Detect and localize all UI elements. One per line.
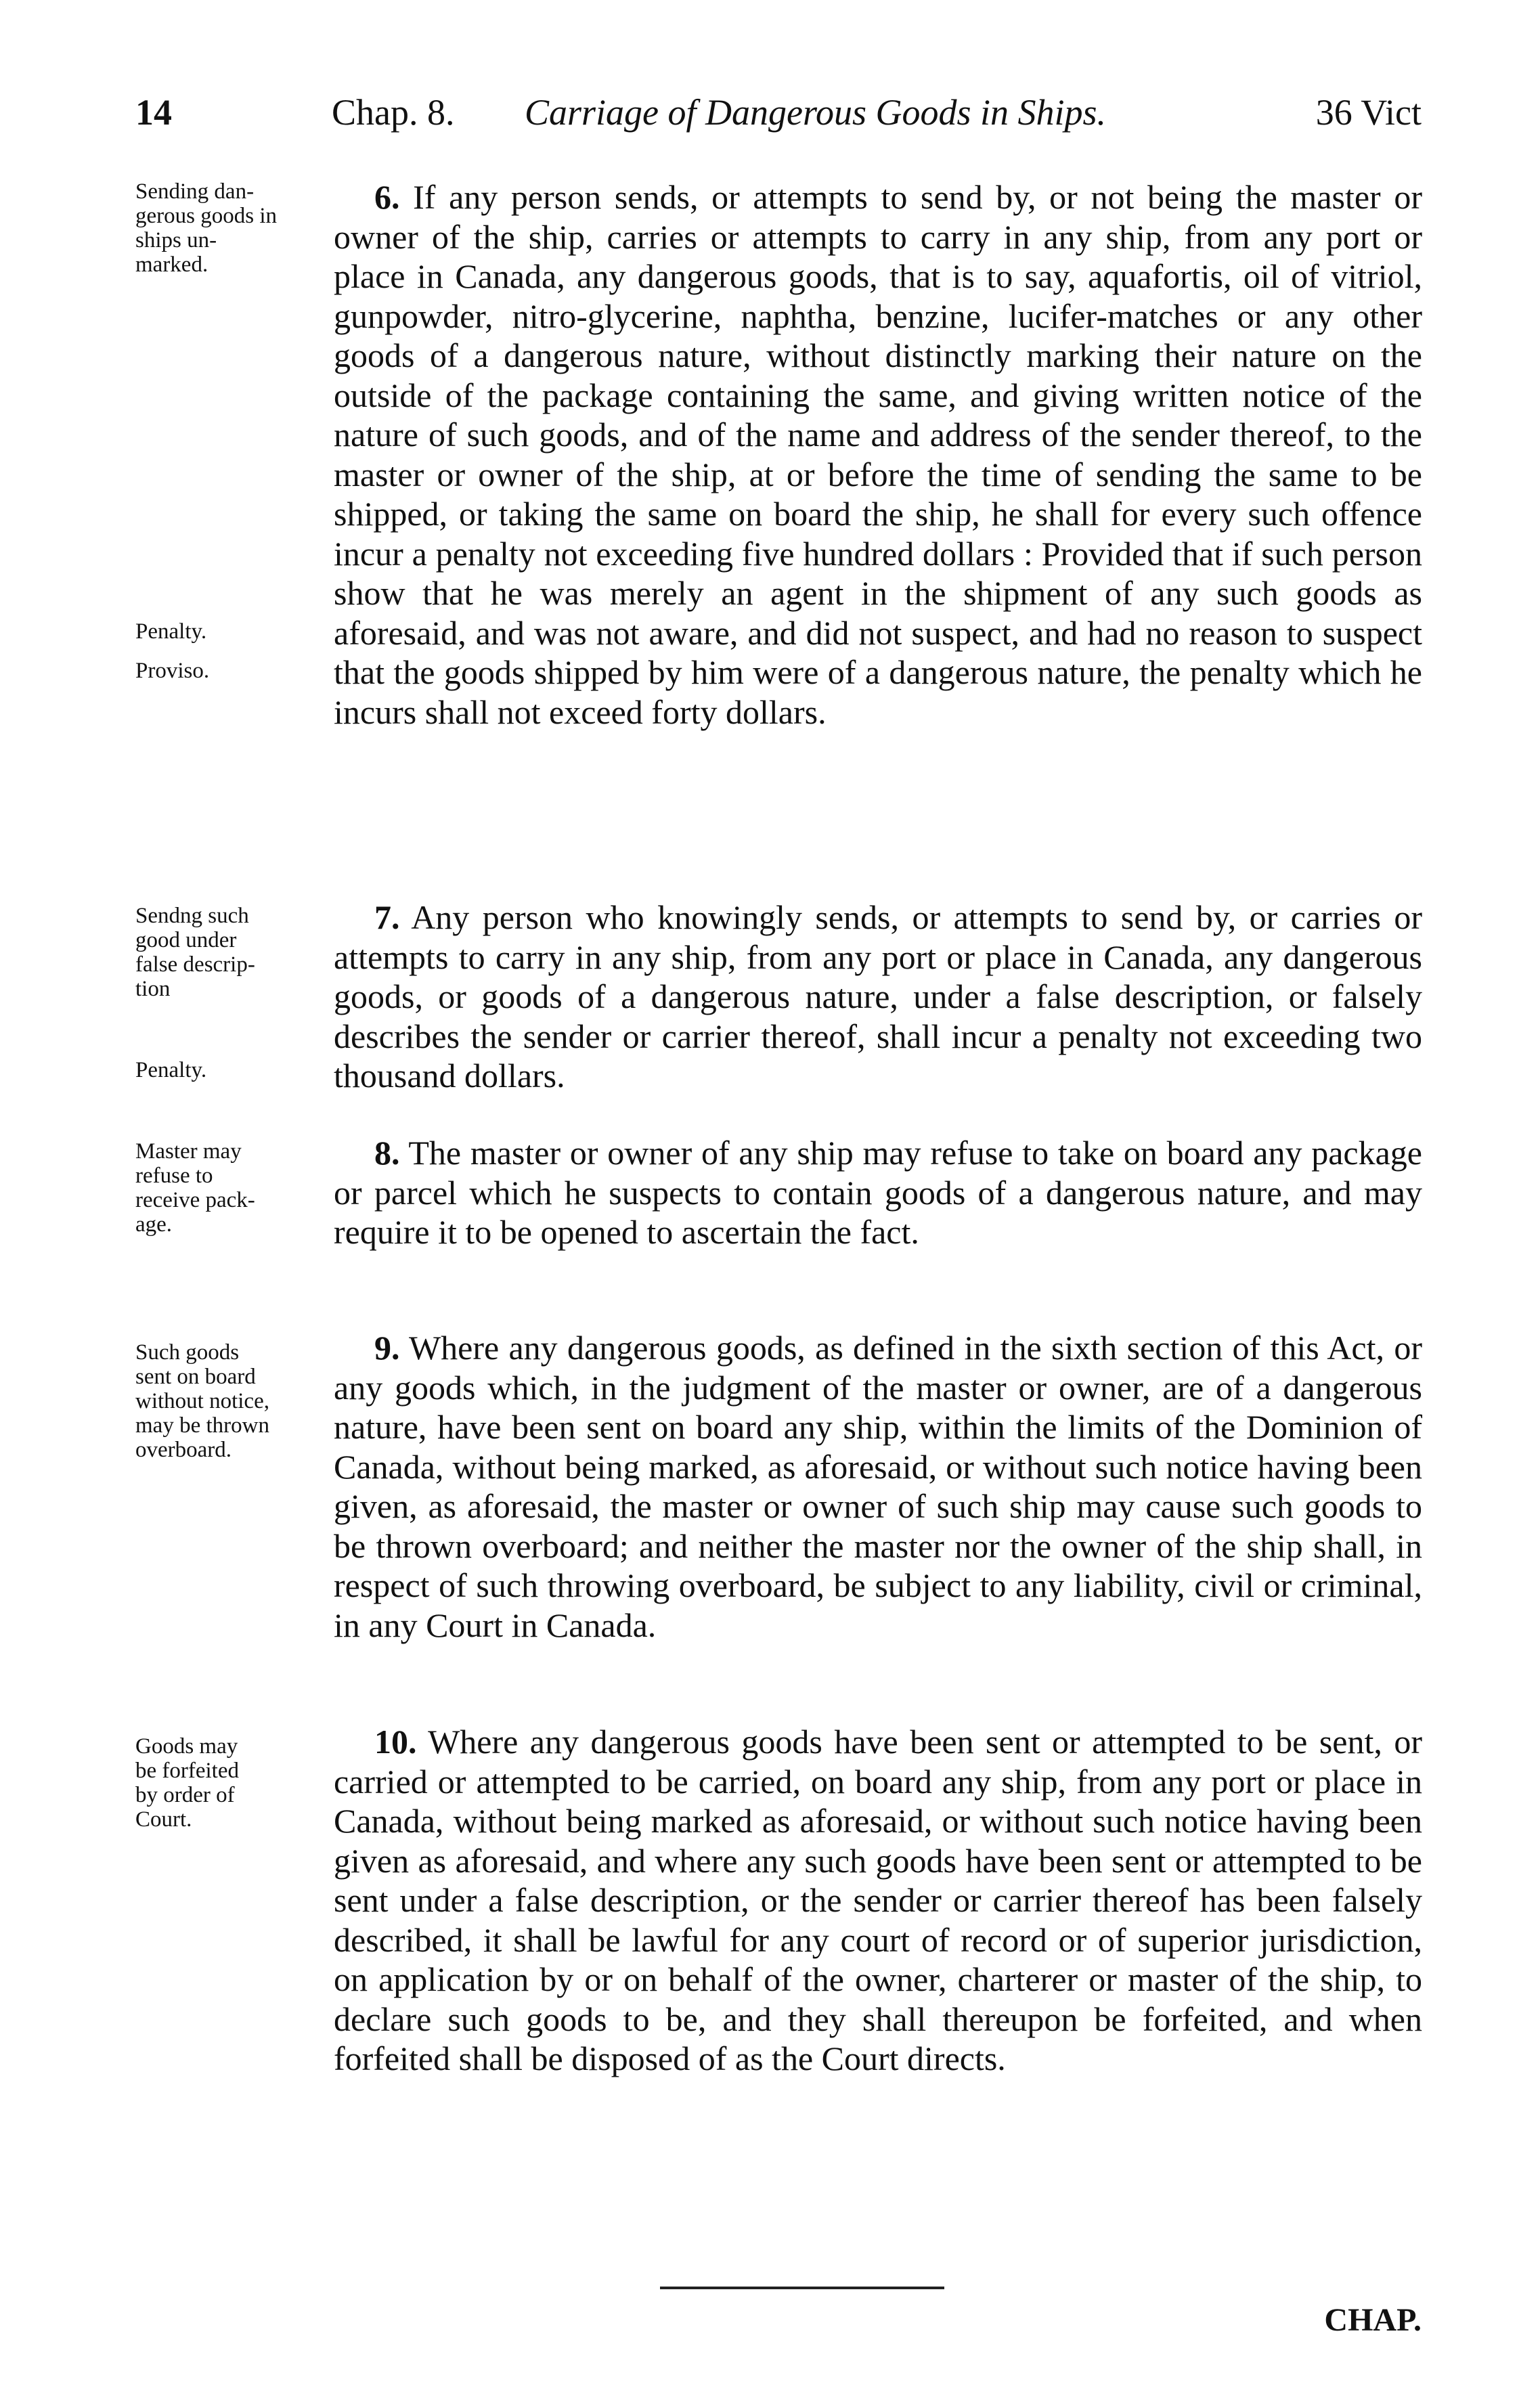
section-body: The master or owner of any ship may refuse to take on board any package or parcel which he suspects to contain goods of a dangerous nature, and may require it to be opened to ascertain the fact. xyxy=(334,1134,1422,1251)
section-text xyxy=(334,898,1422,1096)
catchword: CHAP. xyxy=(1324,2302,1422,2338)
section-number: 9. xyxy=(374,1329,400,1367)
chapter-label: Chap. 8. xyxy=(332,92,455,133)
section-number: 7. xyxy=(374,898,400,936)
margin-note: Goods may be forfeited by order of Court. xyxy=(135,1734,239,1832)
section-body: If any person sends, or attempts to send by, or not being the master or owner of the ship, carries or attempts to carry in any ship, from any port or place in Canada, any dangerous goods, that is to say, aquafortis, oil of vitriol, gunpowder, nitro-glycerine, naphtha, benzine, lucifer-matches or any other goods of a dangerous nature, without distinctly marking their nature on the outside of the package containing the same, and giving written notice of the nature of such goods, and of the name and address of the sender thereof, to the master or owner of the ship, at or before the time of sending the same to be shipped, or taking the same on board the ship, he shall for every such offence incur a penalty not exceeding five hundred dollars : Provided that if such person show that he was merely an agent in the shipment of any such goods as aforesaid, and was not aware, and did not suspect, and had no reason to suspect that the goods shipped by him were of a dangerous nature, the penalty which he incurs shall not exceed forty dollars. xyxy=(334,178,1422,731)
section-text xyxy=(334,1722,1422,2079)
running-title: Carriage of Dangerous Goods in Ships. xyxy=(525,92,1107,133)
section-number: 10. xyxy=(374,1723,417,1761)
regnal-year: 36 Vict xyxy=(1315,92,1422,133)
end-rule xyxy=(660,2287,944,2289)
margin-note: Sendng such good under false descrip- tion xyxy=(135,904,255,1001)
running-header xyxy=(135,91,1422,152)
section-number: 6. xyxy=(374,178,400,216)
section-text xyxy=(334,1133,1422,1252)
section-text xyxy=(334,1328,1422,1645)
section-body: Where any dangerous goods have been sent or attempted to be sent, or carried or attempted to be carried, on board any ship, from any port or place in Canada, without being marked as aforesaid, or without such notice having been given as aforesaid, and where any such goods have been sent or attempted to be sent under a false description, or the sender or carrier thereof has been falsely described, it shall be lawful for any court of record or of superior jurisdiction, on application by or on behalf of the owner, charterer or master of the ship, to declare such goods to be, and they shall thereupon be forfeited, and when forfeited shall be disposed of as the Court directs. xyxy=(334,1723,1422,2077)
section-number: 8. xyxy=(374,1134,400,1172)
margin-note: Penalty. xyxy=(135,619,207,644)
page-number: 14 xyxy=(135,92,172,133)
margin-note: Master may refuse to receive pack- age. xyxy=(135,1139,255,1237)
section-text xyxy=(334,177,1422,732)
margin-note: Proviso. xyxy=(135,659,210,683)
section-body: Any person who knowingly sends, or attempts to send by, or carries or attempts to carry in any ship, from any port or place in Canada, any dangerous goods, or goods of a dangerous nature, under a false description, or falsely describes the sender or carrier thereof, shall incur a penalty not exceeding two thousand dollars. xyxy=(334,898,1422,1095)
section-body: Where any dangerous goods, as defined in the sixth section of this Act, or any goods which, in the judgment of the master or owner, are of a dangerous nature, have been sent on board any ship, within the limits of the Dominion of Canada, without being marked, as aforesaid, or without such notice having been given, as aforesaid, the master or owner of such ship may cause such goods to be thrown overboard; and neither the master nor the owner of the ship shall, in respect of such throwing overboard, be subject to any liability, civil or criminal, in any Court in Canada. xyxy=(334,1329,1422,1644)
margin-note: Such goods sent on board without notice, may be thrown overboard. xyxy=(135,1340,269,1462)
margin-note: Penalty. xyxy=(135,1058,207,1082)
margin-note: Sending dan- gerous goods in ships un- marked. xyxy=(135,179,277,277)
